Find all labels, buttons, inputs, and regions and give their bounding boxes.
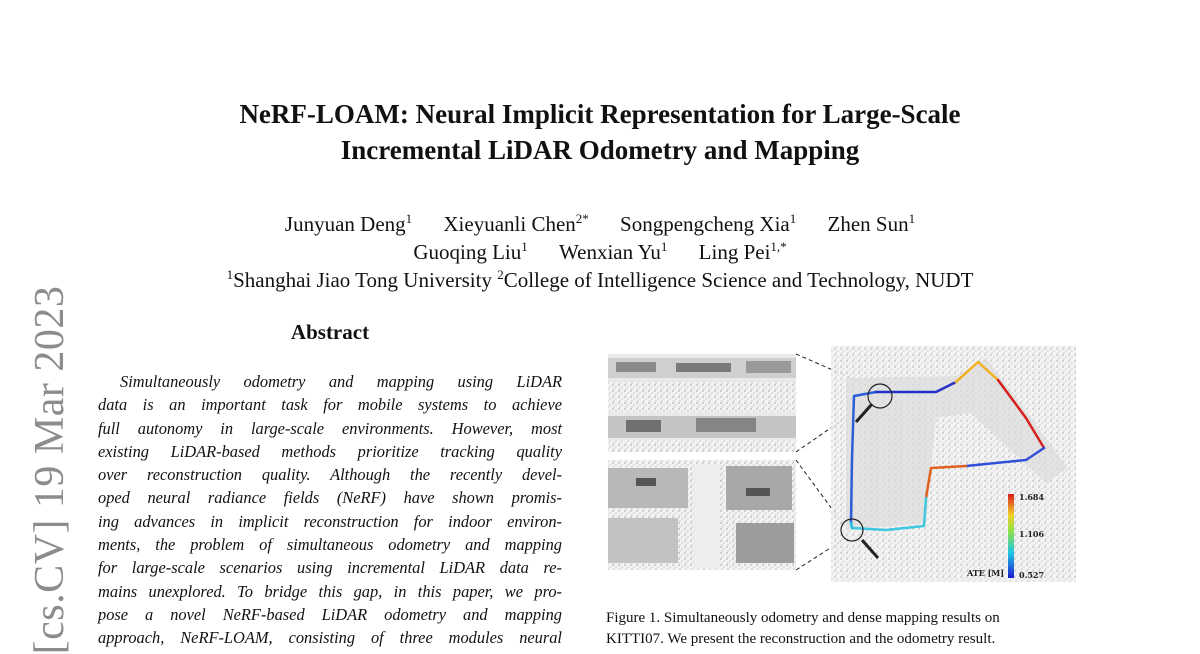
figure-1-caption [606,608,1076,650]
author: Songpengcheng Xia$^1$ [620,211,797,236]
author: Ling Pei$^{1,*}$ [698,239,787,264]
abstract-line: over reconstruction quality. Although the recently devel- [98,465,562,485]
abstract-text [98,370,562,650]
author-row-2 [0,238,1200,266]
author-row-1 [0,210,1200,238]
abstract-line: existing LiDAR-based methods prioritize tracking quality [98,441,562,461]
colorbar-min-label: 0.527 [1019,570,1045,580]
colorbar-mid-label: 1.106 [1019,529,1045,539]
inset-street-top [608,354,796,452]
author: Zhen Sun$^1$ [827,211,916,236]
abstract-line: for large-scale scenarios using incremental LiDAR data re- [98,558,562,578]
abstract-line: mains unexplored. To bridge this gap, in this paper, we pro- [98,581,562,601]
title-line-2: Incremental LiDAR Odometry and Mapping [340,135,860,165]
arxiv-side-stamp: [cs.CV] 19 Mar 2023 [27,285,73,654]
abstract-line: approach, NeRF-LOAM, consisting of three modules neural [98,628,562,648]
colorbar-max-label: 1.684 [1019,492,1045,502]
paper-title [0,96,1200,168]
caption-line: Figure 1. Simultaneously odometry and dense mapping results on [606,610,1000,626]
author: Guoqing Liu$^1$ [413,239,528,264]
author-block [0,210,1200,294]
abstract-line: oped neural radiance fields (NeRF) have shown promis- [98,488,562,508]
inset-intersection [608,460,796,570]
abstract-line: ing advances in implicit reconstruction for indoor environ- [98,511,562,531]
author: Junyuan Deng$^1$ [284,211,413,236]
author: Xieyuanli Chen$^{2*}$ [443,211,589,236]
affiliations: $^1$Shanghai Jiao Tong University $^2$College of Intelligence Science and Technology, NUDT [226,267,974,292]
caption-line: KITTI07. We present the reconstruction and the odometry result. [606,631,996,647]
abstract-line: Simultaneously odometry and mapping using LiDAR [120,372,562,391]
figure-1-image [606,318,1076,586]
abstract-line: full autonomy in large-scale environments. However, most [98,418,562,438]
abstract-heading: Abstract [290,320,370,344]
abstract-line: data is an important task for mobile systems to achieve [98,395,562,415]
colorbar-title: ATE [M] [966,568,1004,578]
abstract-line: ments, the problem of simultaneous odometry and mapping [98,535,562,555]
author: Wenxian Yu$^1$ [558,239,668,264]
abstract-line: pose a novel NeRF-based LiDAR odometry and mapping [98,604,562,624]
title-line-1: NeRF-LOAM: Neural Implicit Representation for Large-Scale [239,99,961,129]
